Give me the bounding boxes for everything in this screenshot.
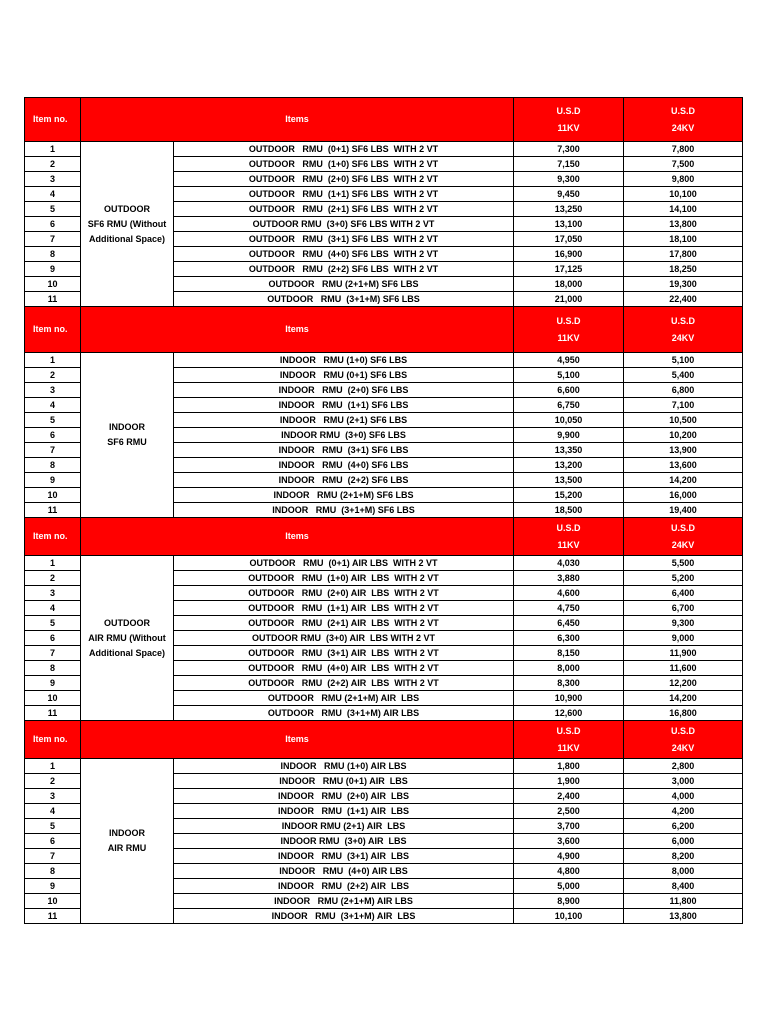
item-description: INDOOR RMU (1+0) SF6 LBS — [174, 353, 514, 368]
price-24kv: 4,000 — [624, 789, 743, 804]
table-row — [25, 142, 743, 157]
header-currency: U.S.D — [671, 522, 696, 533]
price-24kv: 11,800 — [624, 894, 743, 909]
item-number: 10 — [25, 691, 81, 706]
item-number: 4 — [25, 398, 81, 413]
item-description: OUTDOOR RMU (3+1+M) SF6 LBS — [174, 292, 514, 307]
price-24kv: 18,250 — [624, 262, 743, 277]
price-11kv: 7,300 — [514, 142, 624, 157]
item-number: 4 — [25, 187, 81, 202]
price-24kv: 14,200 — [624, 691, 743, 706]
header-currency: U.S.D — [556, 725, 581, 736]
price-11kv: 8,900 — [514, 894, 624, 909]
price-11kv: 13,250 — [514, 202, 624, 217]
price-24kv: 6,800 — [624, 383, 743, 398]
price-11kv: 5,000 — [514, 879, 624, 894]
item-number: 5 — [25, 202, 81, 217]
item-description: OUTDOOR RMU (3+1+M) AIR LBS — [174, 706, 514, 721]
item-number: 8 — [25, 458, 81, 473]
price-24kv: 8,400 — [624, 879, 743, 894]
header-col-24kv — [624, 721, 743, 759]
price-11kv: 4,800 — [514, 864, 624, 879]
item-description: OUTDOOR RMU (3+0) AIR LBS WITH 2 VT — [174, 631, 514, 646]
price-24kv: 14,100 — [624, 202, 743, 217]
header-item-no: Item no. — [25, 518, 81, 556]
item-number: 4 — [25, 804, 81, 819]
item-description: INDOOR RMU (3+1+M) AIR LBS — [174, 909, 514, 924]
header-col-24kv — [624, 307, 743, 353]
price-11kv: 8,150 — [514, 646, 624, 661]
item-description: OUTDOOR RMU (1+1) AIR LBS WITH 2 VT — [174, 601, 514, 616]
item-description: INDOOR RMU (2+1+M) AIR LBS — [174, 894, 514, 909]
price-11kv: 4,600 — [514, 586, 624, 601]
price-11kv: 7,150 — [514, 157, 624, 172]
item-number: 6 — [25, 217, 81, 232]
price-24kv: 13,800 — [624, 217, 743, 232]
price-11kv: 9,300 — [514, 172, 624, 187]
header-col-11kv — [514, 518, 624, 556]
item-number: 11 — [25, 292, 81, 307]
price-24kv: 9,800 — [624, 172, 743, 187]
item-number: 10 — [25, 277, 81, 292]
price-24kv: 5,400 — [624, 368, 743, 383]
header-voltage: 11KV — [557, 742, 580, 753]
item-description: INDOOR RMU (2+2) AIR LBS — [174, 879, 514, 894]
header-item-no: Item no. — [25, 98, 81, 142]
price-24kv: 6,200 — [624, 819, 743, 834]
item-number: 9 — [25, 676, 81, 691]
price-11kv: 8,000 — [514, 661, 624, 676]
header-currency: U.S.D — [671, 315, 696, 326]
price-11kv: 4,030 — [514, 556, 624, 571]
item-description: INDOOR RMU (3+1+M) SF6 LBS — [174, 503, 514, 518]
item-description: INDOOR RMU (4+0) SF6 LBS — [174, 458, 514, 473]
header-currency: U.S.D — [556, 522, 581, 533]
price-24kv: 16,000 — [624, 488, 743, 503]
price-11kv: 16,900 — [514, 247, 624, 262]
price-11kv: 6,600 — [514, 383, 624, 398]
price-24kv: 14,200 — [624, 473, 743, 488]
price-24kv: 7,100 — [624, 398, 743, 413]
item-number: 5 — [25, 413, 81, 428]
item-description: OUTDOOR RMU (2+1+M) AIR LBS — [174, 691, 514, 706]
item-description: OUTDOOR RMU (1+0) AIR LBS WITH 2 VT — [174, 571, 514, 586]
category-line: AIR RMU (Without — [88, 632, 166, 643]
item-description: OUTDOOR RMU (2+1) AIR LBS WITH 2 VT — [174, 616, 514, 631]
table-row — [25, 353, 743, 368]
item-number: 2 — [25, 368, 81, 383]
item-description: OUTDOOR RMU (2+2) SF6 LBS WITH 2 VT — [174, 262, 514, 277]
table-body — [25, 98, 743, 924]
item-description: OUTDOOR RMU (4+0) AIR LBS WITH 2 VT — [174, 661, 514, 676]
item-description: INDOOR RMU (2+1) SF6 LBS — [174, 413, 514, 428]
item-number: 9 — [25, 473, 81, 488]
item-number: 6 — [25, 631, 81, 646]
item-number: 5 — [25, 616, 81, 631]
category-line: OUTDOOR — [104, 203, 150, 214]
category-line: INDOOR — [109, 828, 145, 838]
price-11kv: 13,100 — [514, 217, 624, 232]
header-voltage: 11KV — [557, 122, 580, 133]
item-description: OUTDOOR RMU (2+0) AIR LBS WITH 2 VT — [174, 586, 514, 601]
price-11kv: 4,900 — [514, 849, 624, 864]
item-number: 1 — [25, 759, 81, 774]
price-11kv: 3,700 — [514, 819, 624, 834]
section-header-row — [25, 518, 743, 556]
header-items: Items — [81, 307, 514, 353]
price-24kv: 6,400 — [624, 586, 743, 601]
header-col-11kv — [514, 721, 624, 759]
header-voltage: 24KV — [671, 539, 695, 550]
item-number: 3 — [25, 383, 81, 398]
header-currency: U.S.D — [671, 725, 696, 736]
price-11kv: 2,500 — [514, 804, 624, 819]
item-description: OUTDOOR RMU (3+1) SF6 LBS WITH 2 VT — [174, 232, 514, 247]
price-11kv: 4,750 — [514, 601, 624, 616]
item-number: 11 — [25, 909, 81, 924]
item-description: OUTDOOR RMU (1+0) SF6 LBS WITH 2 VT — [174, 157, 514, 172]
category-line: Additional Space) — [88, 233, 165, 244]
price-11kv: 5,100 — [514, 368, 624, 383]
item-description: OUTDOOR RMU (1+1) SF6 LBS WITH 2 VT — [174, 187, 514, 202]
item-number: 2 — [25, 774, 81, 789]
header-currency: U.S.D — [556, 315, 581, 326]
price-table — [24, 97, 743, 924]
price-11kv: 18,500 — [514, 503, 624, 518]
price-24kv: 8,000 — [624, 864, 743, 879]
item-description: INDOOR RMU (3+1) AIR LBS — [174, 849, 514, 864]
category-cell — [81, 556, 174, 721]
price-24kv: 11,900 — [624, 646, 743, 661]
price-11kv: 21,000 — [514, 292, 624, 307]
price-11kv: 6,750 — [514, 398, 624, 413]
price-11kv: 6,300 — [514, 631, 624, 646]
price-24kv: 13,900 — [624, 443, 743, 458]
price-24kv: 11,600 — [624, 661, 743, 676]
item-description: INDOOR RMU (3+0) SF6 LBS — [174, 428, 514, 443]
price-24kv: 8,200 — [624, 849, 743, 864]
header-items: Items — [81, 518, 514, 556]
item-description: INDOOR RMU (2+0) SF6 LBS — [174, 383, 514, 398]
item-description: INDOOR RMU (3+1) SF6 LBS — [174, 443, 514, 458]
price-24kv: 3,000 — [624, 774, 743, 789]
price-24kv: 19,300 — [624, 277, 743, 292]
header-voltage: 24KV — [671, 742, 695, 753]
item-number: 8 — [25, 247, 81, 262]
header-col-11kv — [514, 307, 624, 353]
item-description: OUTDOOR RMU (4+0) SF6 LBS WITH 2 VT — [174, 247, 514, 262]
price-11kv: 17,125 — [514, 262, 624, 277]
item-description: OUTDOOR RMU (2+1) SF6 LBS WITH 2 VT — [174, 202, 514, 217]
price-24kv: 13,600 — [624, 458, 743, 473]
price-11kv: 3,880 — [514, 571, 624, 586]
category-cell — [81, 142, 174, 307]
item-description: OUTDOOR RMU (3+1) AIR LBS WITH 2 VT — [174, 646, 514, 661]
price-24kv: 17,800 — [624, 247, 743, 262]
price-11kv: 10,900 — [514, 691, 624, 706]
header-voltage: 24KV — [671, 332, 695, 343]
item-description: INDOOR RMU (4+0) AIR LBS — [174, 864, 514, 879]
price-24kv: 2,800 — [624, 759, 743, 774]
price-24kv: 5,500 — [624, 556, 743, 571]
item-number: 3 — [25, 586, 81, 601]
item-description: INDOOR RMU (2+2) SF6 LBS — [174, 473, 514, 488]
category-line: INDOOR — [109, 422, 145, 432]
item-number: 10 — [25, 488, 81, 503]
header-col-24kv — [624, 98, 743, 142]
item-description: OUTDOOR RMU (2+0) SF6 LBS WITH 2 VT — [174, 172, 514, 187]
item-number: 9 — [25, 262, 81, 277]
price-11kv: 6,450 — [514, 616, 624, 631]
header-voltage: 11KV — [557, 539, 580, 550]
price-11kv: 10,100 — [514, 909, 624, 924]
price-11kv: 13,500 — [514, 473, 624, 488]
price-11kv: 17,050 — [514, 232, 624, 247]
section-header-row — [25, 307, 743, 353]
item-number: 8 — [25, 864, 81, 879]
item-number: 7 — [25, 646, 81, 661]
price-11kv: 12,600 — [514, 706, 624, 721]
item-number: 11 — [25, 503, 81, 518]
price-11kv: 18,000 — [514, 277, 624, 292]
price-11kv: 9,450 — [514, 187, 624, 202]
price-24kv: 16,800 — [624, 706, 743, 721]
item-description: INDOOR RMU (1+0) AIR LBS — [174, 759, 514, 774]
item-number: 6 — [25, 834, 81, 849]
price-24kv: 10,200 — [624, 428, 743, 443]
price-11kv: 13,200 — [514, 458, 624, 473]
item-description: INDOOR RMU (2+0) AIR LBS — [174, 789, 514, 804]
price-24kv: 7,500 — [624, 157, 743, 172]
price-24kv: 12,200 — [624, 676, 743, 691]
item-number: 7 — [25, 849, 81, 864]
header-items: Items — [81, 98, 514, 142]
item-description: OUTDOOR RMU (0+1) SF6 LBS WITH 2 VT — [174, 142, 514, 157]
item-number: 7 — [25, 232, 81, 247]
item-number: 2 — [25, 157, 81, 172]
price-24kv: 22,400 — [624, 292, 743, 307]
item-number: 1 — [25, 556, 81, 571]
header-col-24kv — [624, 518, 743, 556]
header-currency: U.S.D — [671, 105, 696, 116]
price-11kv: 3,600 — [514, 834, 624, 849]
price-24kv: 5,100 — [624, 353, 743, 368]
item-number: 3 — [25, 789, 81, 804]
price-24kv: 10,100 — [624, 187, 743, 202]
item-description: OUTDOOR RMU (0+1) AIR LBS WITH 2 VT — [174, 556, 514, 571]
price-11kv: 10,050 — [514, 413, 624, 428]
price-24kv: 18,100 — [624, 232, 743, 247]
price-24kv: 6,700 — [624, 601, 743, 616]
price-24kv: 19,400 — [624, 503, 743, 518]
item-description: INDOOR RMU (1+1) AIR LBS — [174, 804, 514, 819]
table-row — [25, 759, 743, 774]
price-24kv: 6,000 — [624, 834, 743, 849]
item-description: INDOOR RMU (0+1) SF6 LBS — [174, 368, 514, 383]
price-11kv: 9,900 — [514, 428, 624, 443]
item-number: 11 — [25, 706, 81, 721]
header-voltage: 24KV — [671, 122, 695, 133]
price-11kv: 4,950 — [514, 353, 624, 368]
price-11kv: 1,900 — [514, 774, 624, 789]
header-voltage: 11KV — [557, 332, 580, 343]
price-11kv: 1,800 — [514, 759, 624, 774]
price-11kv: 15,200 — [514, 488, 624, 503]
item-description: OUTDOOR RMU (3+0) SF6 LBS WITH 2 VT — [174, 217, 514, 232]
item-number: 1 — [25, 142, 81, 157]
category-line: SF6 RMU — [107, 437, 147, 447]
price-24kv: 7,800 — [624, 142, 743, 157]
category-line: SF6 RMU (Without — [87, 218, 167, 229]
category-line: AIR RMU — [107, 843, 147, 853]
category-cell — [81, 759, 174, 924]
table-row — [25, 556, 743, 571]
item-description: OUTDOOR RMU (2+2) AIR LBS WITH 2 VT — [174, 676, 514, 691]
category-line: Additional Space) — [88, 647, 165, 658]
section-header-row — [25, 721, 743, 759]
item-description: INDOOR RMU (2+1+M) SF6 LBS — [174, 488, 514, 503]
item-description: INDOOR RMU (1+1) SF6 LBS — [174, 398, 514, 413]
item-description: INDOOR RMU (2+1) AIR LBS — [174, 819, 514, 834]
price-24kv: 10,500 — [624, 413, 743, 428]
item-number: 3 — [25, 172, 81, 187]
price-24kv: 9,000 — [624, 631, 743, 646]
price-24kv: 9,300 — [624, 616, 743, 631]
item-number: 1 — [25, 353, 81, 368]
item-description: INDOOR RMU (3+0) AIR LBS — [174, 834, 514, 849]
price-11kv: 8,300 — [514, 676, 624, 691]
item-number: 8 — [25, 661, 81, 676]
header-item-no: Item no. — [25, 307, 81, 353]
item-number: 9 — [25, 879, 81, 894]
item-number: 6 — [25, 428, 81, 443]
item-description: INDOOR RMU (0+1) AIR LBS — [174, 774, 514, 789]
item-number: 2 — [25, 571, 81, 586]
item-number: 4 — [25, 601, 81, 616]
price-11kv: 2,400 — [514, 789, 624, 804]
header-col-11kv — [514, 98, 624, 142]
price-24kv: 5,200 — [624, 571, 743, 586]
price-11kv: 13,350 — [514, 443, 624, 458]
section-header-row — [25, 98, 743, 142]
header-items: Items — [81, 721, 514, 759]
item-description: OUTDOOR RMU (2+1+M) SF6 LBS — [174, 277, 514, 292]
header-item-no: Item no. — [25, 721, 81, 759]
item-number: 5 — [25, 819, 81, 834]
item-number: 10 — [25, 894, 81, 909]
category-cell — [81, 353, 174, 518]
category-line: OUTDOOR — [104, 617, 150, 628]
price-24kv: 4,200 — [624, 804, 743, 819]
price-24kv: 13,800 — [624, 909, 743, 924]
header-currency: U.S.D — [556, 105, 581, 116]
item-number: 7 — [25, 443, 81, 458]
